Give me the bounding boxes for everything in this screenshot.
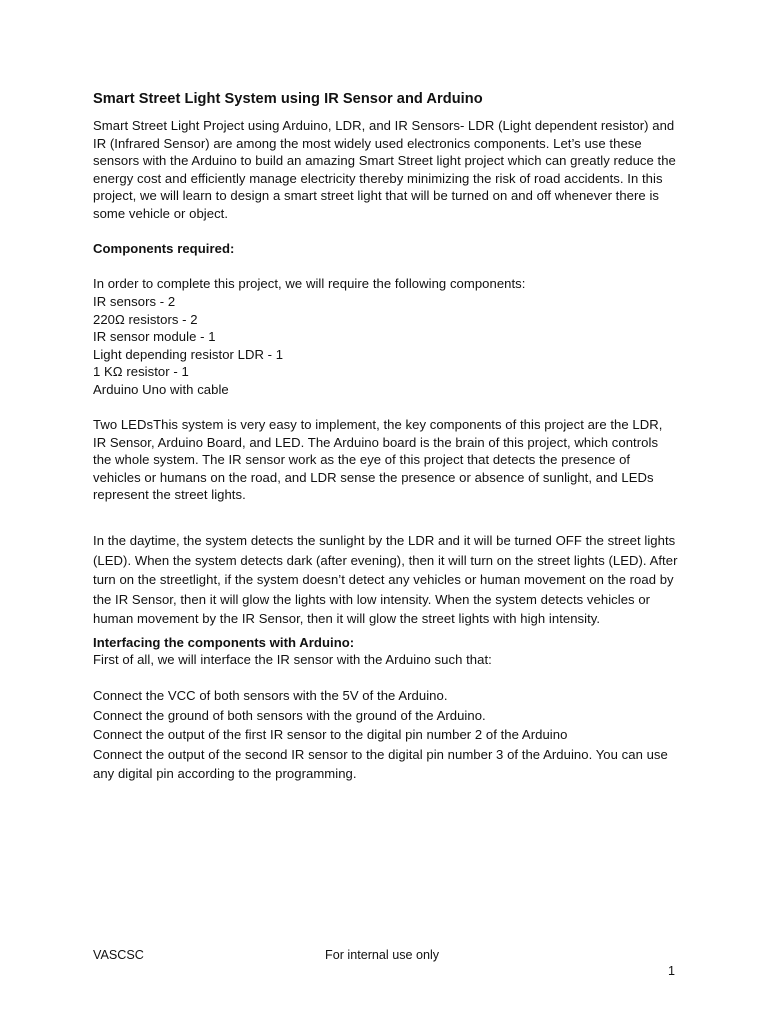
footer-classification: For internal use only <box>325 948 440 962</box>
interfacing-heading: Interfacing the components with Arduino: <box>93 634 355 650</box>
list-item: 220Ω resistors - 2 <box>93 311 198 327</box>
intro-paragraph: Smart Street Light Project using Arduino, LDR, and IR Sensors- LDR (Light dependent resistor) and IR (Infrared Sensor) are among the most widely used electronics components. Let’s use these sensors with the Arduino to build an amazing Smart Street light project which can greatly reduce the energy cost and efficiently manage electricity thereby minimizing the risk of road accidents. In this project, we will learn to design a smart street light that will be turned on and off whenever there is some vehicle or object. <box>93 118 676 221</box>
footer-organization: VASCSC <box>93 948 144 962</box>
daytime-paragraph: In the daytime, the system detects the sunlight by the LDR and it will be turned OFF the street lights (LED). When the system detects dark (after evening), then it will turn on the street lights (LED). After turn on the streetlight, if the system doesn’t detect any vehicles or human movement on the road by the IR Sensor, then it will glow the lights with low intensity. When the system detects vehicles or human movement by the IR Sensor, then it will glow the street lights with high intensity. <box>93 533 678 627</box>
list-item: Connect the ground of both sensors with the ground of the Arduino. <box>93 707 486 723</box>
document-body <box>93 89 678 784</box>
document-title: Smart Street Light System using IR Sensor and Arduino <box>93 91 483 107</box>
list-item: 1 KΩ resistor - 1 <box>93 364 189 380</box>
connections-list <box>93 686 678 784</box>
page-number: 1 <box>668 964 676 978</box>
leds-paragraph: Two LEDsThis system is very easy to implement, the key components of this project are the LDR, IR Sensor, Arduino Board, and LED. The Arduino board is the brain of this project, which controls the whole system. The IR sensor work as the eye of this project that detects the presence of vehicles or humans on the road, and LDR sense the presence or absence of sunlight, and LEDs represent the street lights. <box>93 417 663 503</box>
list-item: Light depending resistor LDR - 1 <box>93 346 284 362</box>
components-intro: In order to complete this project, we will require the following components: <box>93 276 526 292</box>
interfacing-intro: First of all, we will interface the IR sensor with the Arduino such that: <box>93 652 492 668</box>
list-item: Connect the VCC of both sensors with the 5V of the Arduino. <box>93 688 448 704</box>
list-item: Arduino Uno with cable <box>93 381 229 397</box>
list-item: IR sensors - 2 <box>93 293 176 309</box>
list-item: Connect the output of the first IR sensor to the digital pin number 2 of the Arduino <box>93 727 568 743</box>
list-item: Connect the output of the second IR sensor to the digital pin number 3 of the Arduino. You can use any digital pin according to the programming. <box>93 746 668 782</box>
components-list <box>93 293 678 399</box>
components-heading: Components required: <box>93 241 235 257</box>
list-item: IR sensor module - 1 <box>93 329 216 345</box>
